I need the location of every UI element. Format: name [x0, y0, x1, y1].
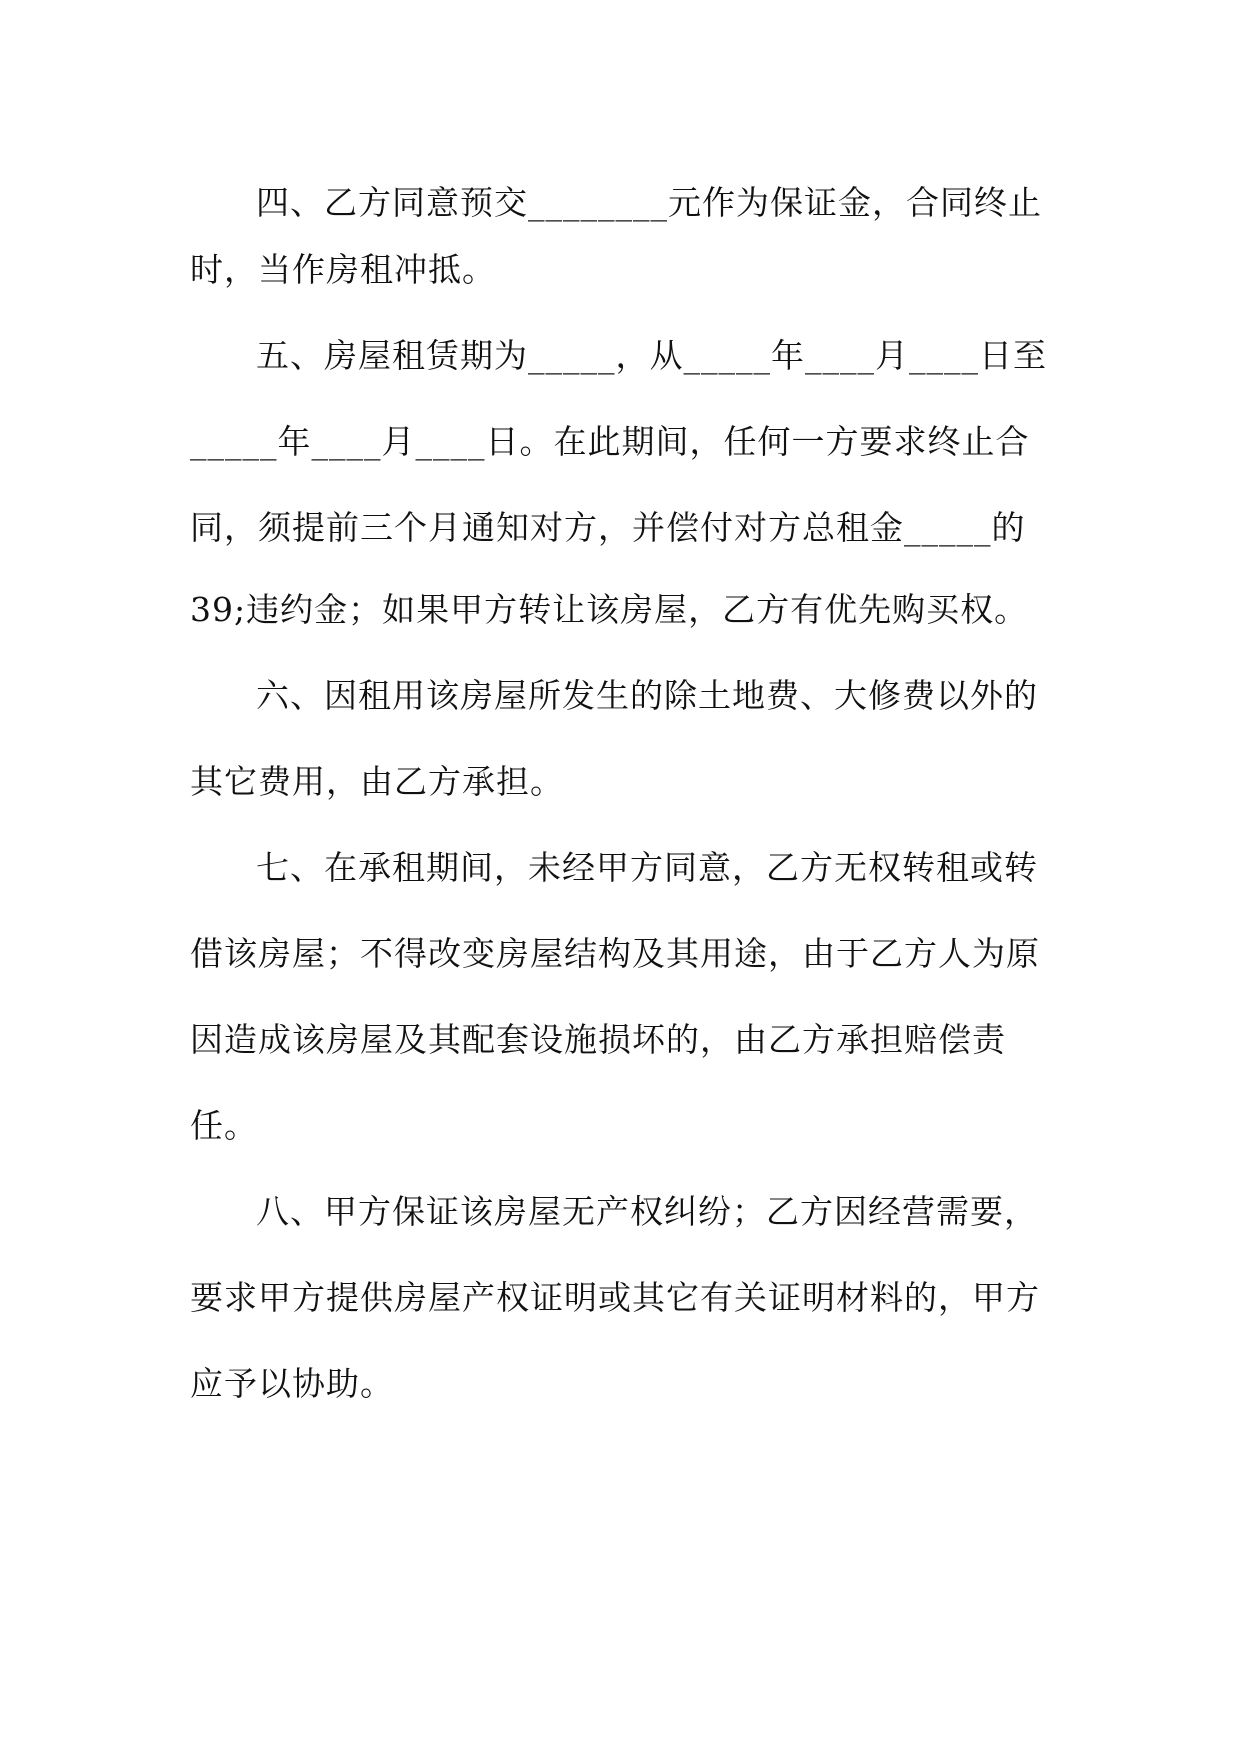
clause-5-line-2: _____年____月____日。在此期间，任何一方要求终止合	[190, 422, 1030, 461]
clause-7-line-3: 因造成该房屋及其配套设施损坏的，由乙方承担赔偿责	[190, 1020, 1006, 1059]
clause-7-line-4: 任。	[190, 1106, 258, 1145]
clause-7-line-1: 七、在承租期间，未经甲方同意，乙方无权转租或转	[256, 848, 1038, 887]
clause-5-line-1: 五、房屋租赁期为_____，从_____年____月____日至	[256, 336, 1047, 375]
clause-4-line-1: 四、乙方同意预交________元作为保证金，合同终止	[256, 183, 1042, 222]
clause-5-line-4: 39;违约金；如果甲方转让该房屋，乙方有优先购买权。	[190, 590, 1029, 629]
clause-5-line-3: 同，须提前三个月通知对方，并偿付对方总租金_____的	[190, 508, 1026, 547]
clause-7-line-2: 借该房屋；不得改变房屋结构及其用途，由于乙方人为原	[190, 934, 1040, 973]
clause-4-line-2: 时，当作房租冲抵。	[190, 250, 496, 289]
clause-6-line-1: 六、因租用该房屋所发生的除土地费、大修费以外的	[256, 676, 1038, 715]
clause-8-line-2: 要求甲方提供房屋产权证明或其它有关证明材料的，甲方	[190, 1278, 1040, 1317]
clause-6-line-2: 其它费用，由乙方承担。	[190, 762, 564, 801]
clause-8-line-3: 应予以协助。	[190, 1364, 394, 1403]
clause-8-line-1: 八、甲方保证该房屋无产权纠纷；乙方因经营需要，	[256, 1192, 1038, 1231]
